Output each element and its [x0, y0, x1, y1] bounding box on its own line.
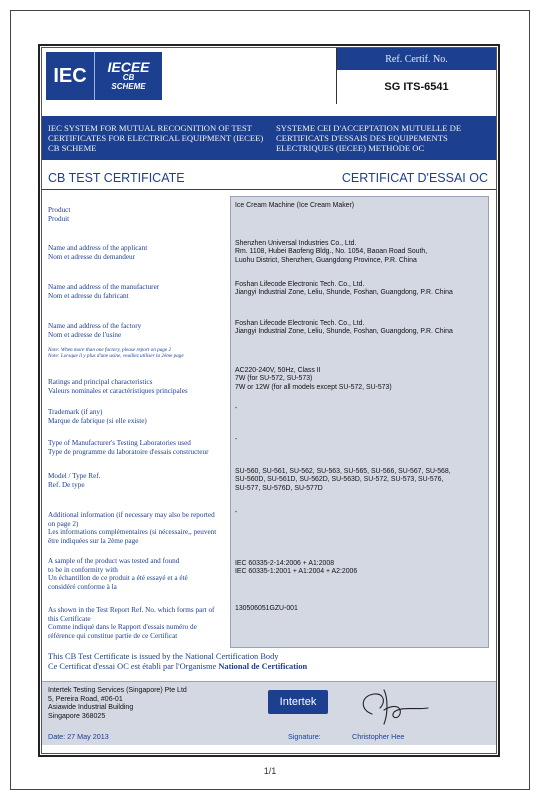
- reference-number: SG ITS-6541: [384, 81, 449, 93]
- product-label: Product Produit: [48, 206, 71, 223]
- title-divider: [42, 189, 496, 190]
- factory-value: Foshan Lifecode Electronic Tech. Co., Ltd. Jiangyi Industrial Zone, Leliu, Shunde, Foshan, Guangdong, P.R. China: [235, 320, 453, 336]
- factory-note: Note: When more than one factory, please report on page 2 Note: Lorsque il y plus d'une usine, veuillez utiliser la 2ème page: [48, 347, 184, 360]
- additional-info-label: Additional information (if necessary may also be reported on page 2) Les informations complémentaires (si nécessaire,, peuvent être indiquées sur la 2ème page: [48, 511, 217, 545]
- signature-label: Signature:: [288, 732, 321, 741]
- model-label: Model / Type Ref. Ref. De type: [48, 472, 101, 489]
- model-value: SU-560, SU-561, SU-562, SU-563, SU-565, SU-566, SU-567, SU-568, SU-560D, SU-561D, SU-562D, SU-563D, SU-572, SU-573, SU-576, SU-577, SU-576D, SU-577D: [235, 468, 451, 492]
- trademark-value: -: [235, 405, 238, 412]
- iec-logo: IEC: [46, 52, 95, 100]
- testing-lab-value: -: [235, 436, 238, 443]
- report-value: 130506051GZU-001: [235, 605, 298, 612]
- iecee-logo-text: IECEE: [107, 59, 150, 75]
- ratings-label: Ratings and principal characteristics Valeurs nominales et caractéristiques principales: [48, 378, 188, 395]
- additional-info-value: -: [235, 509, 238, 516]
- manufacturer-value: Foshan Lifecode Electronic Tech. Co., Ltd. Jiangyi Industrial Zone, Leliu, Shunde, Foshan, Guangdong, P.R. China: [235, 281, 453, 297]
- issuance-body-bold: National de Certification: [218, 662, 308, 671]
- certificate-title: [42, 171, 496, 187]
- sample-label: A sample of the product was tested and found to be in conformity with Un échantillon de ce produit a été essayé et a été considéré conforme à la: [48, 557, 188, 591]
- ratings-value: AC220-240V, 50Hz, Class II 7W (for SU-572, SU-573) 7W or 12W (for all models except SU-572, SU-573): [235, 367, 392, 391]
- issuer-footer: [42, 681, 496, 745]
- iec-iecee-logo: [46, 52, 162, 100]
- title-en: CB TEST CERTIFICATE: [48, 171, 185, 185]
- handwritten-signature: [354, 684, 434, 728]
- sample-value: IEC 60335-2-14:2006 + A1:2008 IEC 60335-1:2001 + A1:2004 + A2:2006: [235, 560, 358, 576]
- scheme-text-fr: SYSTEME CEI D'ACCEPTATION MUTUELLE DE CERTIFICATS D'ESSAIS DES EQUIPEMENTS ELECTRIQUES (IECEE) METHODE OC: [276, 123, 462, 153]
- title-fr: CERTIFICAT D'ESSAI OC: [341, 171, 488, 185]
- page-number: 1/1: [263, 766, 277, 776]
- product-value: Ice Cream Machine (Ice Cream Maker): [235, 202, 355, 209]
- scheme-logo-text: SCHEME: [111, 82, 146, 91]
- cb-logo-text: CB: [122, 73, 135, 82]
- applicant-value: Shenzhen Universal Industries Co., Ltd. Rm. 1108, Hubei Baofeng Bldg., No. 1054, Baoan Road South, Luohu District, Shenzhen, Guangdong Province, P.R. China: [235, 240, 428, 264]
- reference-box: [336, 48, 496, 104]
- factory-label: Name and address of the factory Nom et adresse de l'usine: [48, 322, 142, 339]
- scheme-banner: [42, 116, 496, 160]
- certificate-header: [42, 48, 496, 104]
- reference-label: Ref. Certif. No.: [337, 48, 496, 70]
- trademark-label: Trademark (if any) Marque de fabrique (si elle existe): [48, 408, 147, 425]
- scheme-text-en: IEC SYSTEM FOR MUTUAL RECOGNITION OF TEST CERTIFICATES FOR ELECTRICAL EQUIPMENT (IECEE) CB SCHEME: [48, 123, 264, 153]
- intertek-logo: Intertek: [268, 690, 328, 714]
- applicant-label: Name and address of the applicant Nom et adresse du demandeur: [48, 244, 148, 261]
- issuance-statement: This CB Test Certificate is issued by the National Certification Body Ce Certificat d'essai OC est établi par l'Organisme National de Certification: [48, 652, 308, 671]
- manufacturer-label: Name and address of the manufacturer Nom et adresse du fabricant: [48, 283, 160, 300]
- signer-name: Christopher Hee: [352, 732, 405, 741]
- issue-date: Date: 27 May 2013: [48, 732, 109, 741]
- issuer-address: Intertek Testing Services (Singapore) Pte Ltd 5, Pereira Road, #06-01 Asiawide Industrial Building Singapore 368025: [48, 687, 187, 720]
- report-label: As shown in the Test Report Ref. No. which forms part of this Certificate Comme indiqué dans le Rapport d'essais numéro de référence qui constitue partie de ce Certificat: [48, 606, 215, 640]
- iecee-cb-scheme-logo: [95, 52, 162, 100]
- testing-lab-label: Type of Manufacturer's Testing Laboratories used Type de programme du laboratoire d'essais constructeur: [48, 439, 209, 456]
